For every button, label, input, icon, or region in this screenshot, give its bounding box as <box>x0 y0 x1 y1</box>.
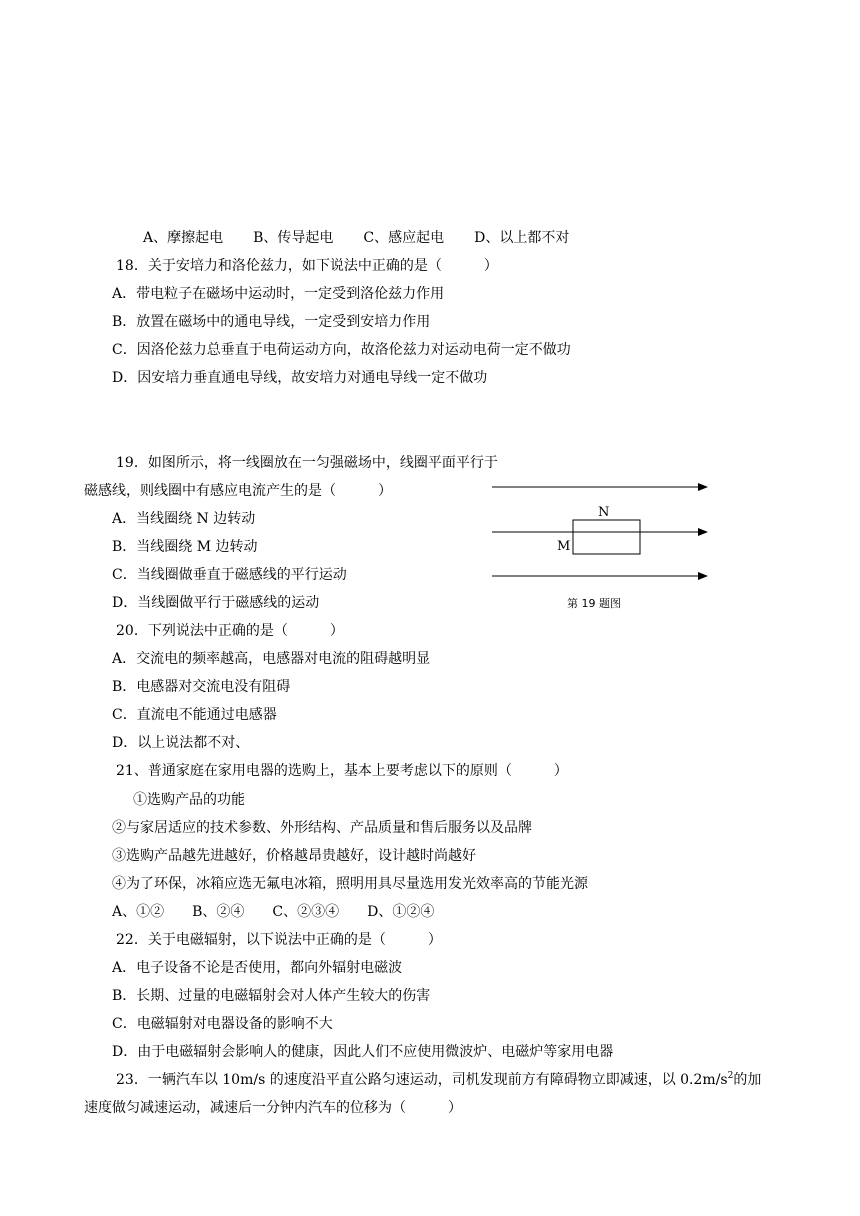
q19-option-c: C．当线圈做垂直于磁感线的平行运动 <box>112 567 347 583</box>
q21-item-2: ②与家居适应的技术参数、外形结构、产品质量和售后服务以及品牌 <box>112 820 532 836</box>
q21-item-4: ④为了环保，冰箱应选无氟电冰箱，照明用具尽量选用发光效率高的节能光源 <box>112 876 588 892</box>
q20-option-d: D．以上说法都不对、 <box>112 735 250 751</box>
magnetic-field-diagram <box>488 474 718 614</box>
q22-option-b: B．长期、过量的电磁辐射会对人体产生较大的伤害 <box>112 988 431 1004</box>
q19-option-d: D．当线圈做平行于磁感线的运动 <box>112 595 320 611</box>
figure-caption: 第 19 题图 <box>567 597 621 610</box>
q21-option-b: B、②④ <box>192 904 245 920</box>
q18-option-d: D．因安培力垂直通电导线，故安培力对通电导线一定不做功 <box>112 370 488 386</box>
q23-superscript: 2 <box>727 1071 734 1081</box>
q17-option-c: C、感应起电 <box>363 230 445 246</box>
q21-stem: 21、普通家庭在家用电器的选购上，基本上要考虑以下的原则（ ） <box>116 763 568 779</box>
q20-option-b: B．电感器对交流电没有阻碍 <box>112 679 291 695</box>
q17-option-d: D、以上都不对 <box>474 230 570 246</box>
q18-option-a: A．带电粒子在磁场中运动时，一定受到洛伦兹力作用 <box>112 286 445 302</box>
q19-stem-line1: 19．如图所示，将一线圈放在一匀强磁场中，线圈平面平行于 <box>116 455 498 471</box>
q22-stem: 22．关于电磁辐射，以下说法中正确的是（ ） <box>116 932 442 948</box>
coil-label-n: N <box>598 505 610 520</box>
q21-item-1: ①选购产品的功能 <box>133 792 245 808</box>
q22-option-c: C．电磁辐射对电器设备的影响不大 <box>112 1016 333 1032</box>
q23-line1-text: 23．一辆汽车以 10m/s 的速度沿平直公路匀速运动，司机发现前方有障碍物立即减速，以 0.2m/s <box>116 1072 728 1088</box>
q18-option-c: C．因洛伦兹力总垂直于电荷运动方向，故洛伦兹力对运动电荷一定不做功 <box>112 342 571 358</box>
q17-option-b: B、传导起电 <box>253 230 334 246</box>
q19-stem-line2: 磁感线，则线圈中有感应电流产生的是（ ） <box>84 483 392 499</box>
q21-options <box>112 902 434 922</box>
q21-item-3: ③选购产品越先进越好，价格越昂贵越好，设计越时尚越好 <box>112 848 476 864</box>
coil-rectangle <box>573 520 640 554</box>
q22-option-d: D．由于电磁辐射会影响人的健康，因此人们不应使用微波炉、电磁炉等家用电器 <box>112 1044 614 1060</box>
coil-label-m: M <box>557 539 571 554</box>
q20-stem: 20．下列说法中正确的是（ ） <box>116 623 344 639</box>
q17-options <box>143 228 569 248</box>
q18-option-b: B．放置在磁场中的通电导线，一定受到安培力作用 <box>112 314 431 330</box>
q18-stem: 18．关于安培力和洛伦兹力，如下说法中正确的是（ ） <box>116 258 498 274</box>
q17-option-a: A、摩擦起电 <box>143 230 224 246</box>
q20-option-c: C．直流电不能通过电感器 <box>112 707 277 723</box>
q21-option-d: D、①②④ <box>367 904 435 920</box>
q20-option-a: A．交流电的频率越高，电感器对电流的阻碍越明显 <box>112 651 431 667</box>
q21-option-c: C、②③④ <box>272 904 340 920</box>
q19-option-a: A．当线圈绕 N 边转动 <box>112 511 256 527</box>
q19-option-b: B．当线圈绕 M 边转动 <box>112 539 258 555</box>
q23-stem-line1 <box>116 1070 761 1090</box>
q19-figure <box>488 474 718 614</box>
q21-option-a: A、①② <box>112 904 165 920</box>
q22-option-a: A．电子设备不论是否使用，都向外辐射电磁波 <box>112 960 403 976</box>
q23-line1-end: 的加 <box>733 1072 762 1088</box>
q23-stem-line2: 速度做匀减速运动，减速后一分钟内汽车的位移为（ ） <box>84 1100 462 1116</box>
